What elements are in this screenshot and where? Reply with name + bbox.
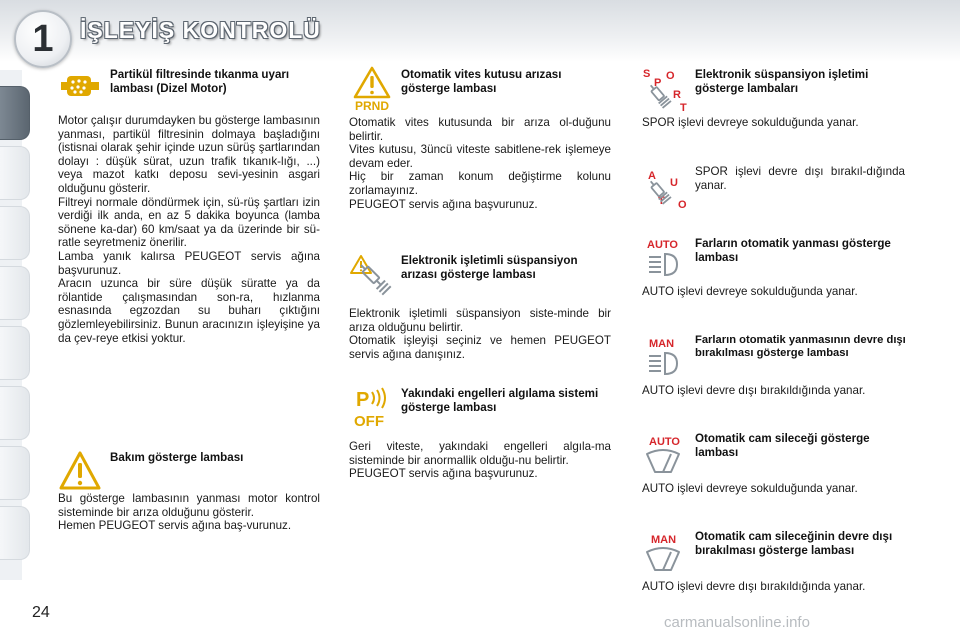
auto-letter: A — [648, 170, 656, 182]
service-lamp-text — [58, 492, 320, 533]
side-tab-chapter-3[interactable] — [0, 206, 30, 260]
gearbox-fault-title: Otomatik vites kutusu arızası gösterge lambası — [401, 68, 562, 95]
auto-wiper-icon-label: AUTO — [649, 436, 680, 448]
paragraph: Otomatik vites kutusunda bir arıza ol-duğunu belirtir. — [349, 116, 611, 143]
auto-lights-icon-label: AUTO — [647, 239, 678, 251]
paragraph: Hiç bir zaman konum değiştirme kolunu zorlamayınız. — [349, 170, 611, 197]
gearbox-fault-text — [349, 116, 611, 211]
parking-sensor-off-icon — [350, 386, 396, 430]
sport-suspension-title: Elektronik süspansiyon işletimi gösterge lambaları — [695, 68, 869, 95]
paragraph: PEUGEOT servis ağına başvurunuz. — [349, 197, 538, 211]
auto-wiper-text: AUTO işlevi devreye sokulduğunda yanar. — [642, 482, 858, 495]
parking-icon-letter: P — [356, 389, 370, 411]
side-tab-chapter-2[interactable] — [0, 146, 30, 200]
man-wiper-icon-label: MAN — [651, 534, 677, 546]
paragraph: Hemen PEUGEOT servis ağına baş-vurunuz. — [58, 519, 292, 533]
manual-wiper-title: Otomatik cam sileceğinin devre dışı bırakılması gösterge lambası — [695, 530, 893, 557]
sport-letter: R — [673, 89, 681, 101]
auto-headlamp-title: Farların otomatik yanması gösterge lambası — [695, 237, 891, 264]
sport-letter: T — [680, 102, 687, 114]
auto-letter: T — [658, 195, 665, 207]
paragraph: Otomatik işleyişi seçiniz ve hemen PEUGEOT servis ağına danışınız. — [349, 334, 611, 361]
man-lights-icon-label: MAN — [649, 338, 675, 350]
auto-letter: O — [678, 199, 687, 211]
sport-letter: P — [654, 77, 662, 89]
auto-suspension-text: SPOR işlevi devre dışı bırakıl-dığında yanar. — [695, 165, 905, 192]
chapter-badge — [14, 10, 72, 68]
side-tab-chapter-7[interactable] — [0, 446, 30, 500]
paragraph: Motor çalışır durumdayken bu gösterge lambasının yanması, partikül filtresinin dolmaya başladığını (istisnai olarak şehir içinde uzun sürüş şartlarından dolayı : düşük sürat, uzun trafik tıkanık-lığı, ...) veya mazot katkı deposu sevi-yesinin asgari olduğunu gösterir. — [58, 114, 320, 195]
sport-letter: S — [643, 68, 651, 80]
gearbox-icon-label: PRND — [354, 99, 390, 112]
manual-headlamp-text: AUTO işlevi devre dışı bırakıldığında yanar. — [642, 384, 866, 397]
paragraph: Bu gösterge lambasının yanması motor kontrol sisteminde bir arıza olduğunu gösterir. — [58, 492, 320, 519]
auto-letter: U — [670, 177, 678, 189]
auto-headlamp-text: AUTO işlevi devreye sokulduğunda yanar. — [642, 285, 858, 298]
suspension-fault-text — [349, 307, 611, 361]
sport-suspension-icon — [640, 66, 690, 114]
parking-sensor-title: Yakındaki engelleri algılama sistemi gösterge lambası — [401, 387, 599, 414]
manual-wiper-text: AUTO işlevi devre dışı bırakıldığında yanar. — [642, 580, 866, 593]
paragraph: Lamba yanık kalırsa PEUGEOT servis ağına başvurunuz. — [58, 249, 320, 277]
paragraph: Vites kutusu, 3üncü viteste sabitlene-rek işlemeye devam eder. — [349, 143, 611, 170]
paragraph: Geri viteste, yakındaki engelleri algıla-ma sisteminde bir anormallik olduğu-nu belirtir. — [349, 440, 611, 467]
manual-wiper-icon — [643, 532, 687, 574]
particle-filter-icon — [58, 68, 102, 104]
watermark: carmanualsonline.info — [664, 614, 810, 631]
page-title: İŞLEYİŞ KONTROLÜ — [80, 17, 321, 43]
sport-suspension-text: SPOR işlevi devreye sokulduğunda yanar. — [642, 116, 859, 129]
parking-sensor-text — [349, 440, 611, 481]
parking-icon-off-label: OFF — [354, 413, 384, 430]
particle-filter-title: Partikül filtresinde tıkanma uyarı lambası (Dizel Motor) — [110, 68, 290, 95]
chapter-number: 1 — [32, 17, 54, 60]
manual-headlamp-title: Farların otomatik yanmasının devre dışı bırakılması gösterge lambası — [695, 334, 906, 359]
sport-letter: O — [666, 70, 675, 82]
side-tab-chapter-8[interactable] — [0, 506, 30, 560]
side-tab-chapter-4[interactable] — [0, 266, 30, 320]
service-lamp-title: Bakım gösterge lambası — [110, 451, 244, 464]
auto-headlamp-icon — [643, 237, 687, 279]
side-tab-chapter-5[interactable] — [0, 326, 30, 380]
side-tab-chapter-1[interactable] — [0, 86, 30, 140]
side-tab-chapter-6[interactable] — [0, 386, 30, 440]
paragraph: PEUGEOT servis ağına başvurunuz. — [349, 467, 538, 481]
particle-filter-text — [58, 114, 320, 345]
paragraph: Elektronik işletimli süspansiyon siste-minde bir arıza olduğunu belirtir. — [349, 307, 611, 334]
manual-headlamp-icon — [643, 336, 687, 378]
warning-triangle-icon — [58, 450, 102, 492]
auto-wiper-title: Otomatik cam sileceği gösterge lambası — [695, 432, 870, 459]
auto-suspension-icon — [640, 168, 690, 214]
suspension-fault-icon — [350, 254, 396, 302]
auto-wiper-icon — [643, 434, 687, 476]
suspension-fault-title: Elektronik işletimli süspansiyon arızası gösterge lambası — [401, 254, 578, 281]
page-number: 24 — [32, 604, 50, 621]
paragraph: Aracın uzunca bir süre düşük süratte ya da rölantide çalışmasından son-ra, hızlanma esnasında egzozdan su buharı çıktığını gözlemleyebilirsiniz. Bunun aracınızın işleyişine ya da çev-reye etkisi yoktur. — [58, 277, 320, 345]
gearbox-fault-icon — [348, 66, 396, 112]
paragraph: Filtreyi normale döndürmek için, sü-rüş şartları izin verdiği ilk anda, en az 5 dakika boyunca (lamba sönene ka-dar) 60 km/saat ya da üzerinde bir sü-ratle seyretmeniz önerilir. — [58, 195, 320, 250]
